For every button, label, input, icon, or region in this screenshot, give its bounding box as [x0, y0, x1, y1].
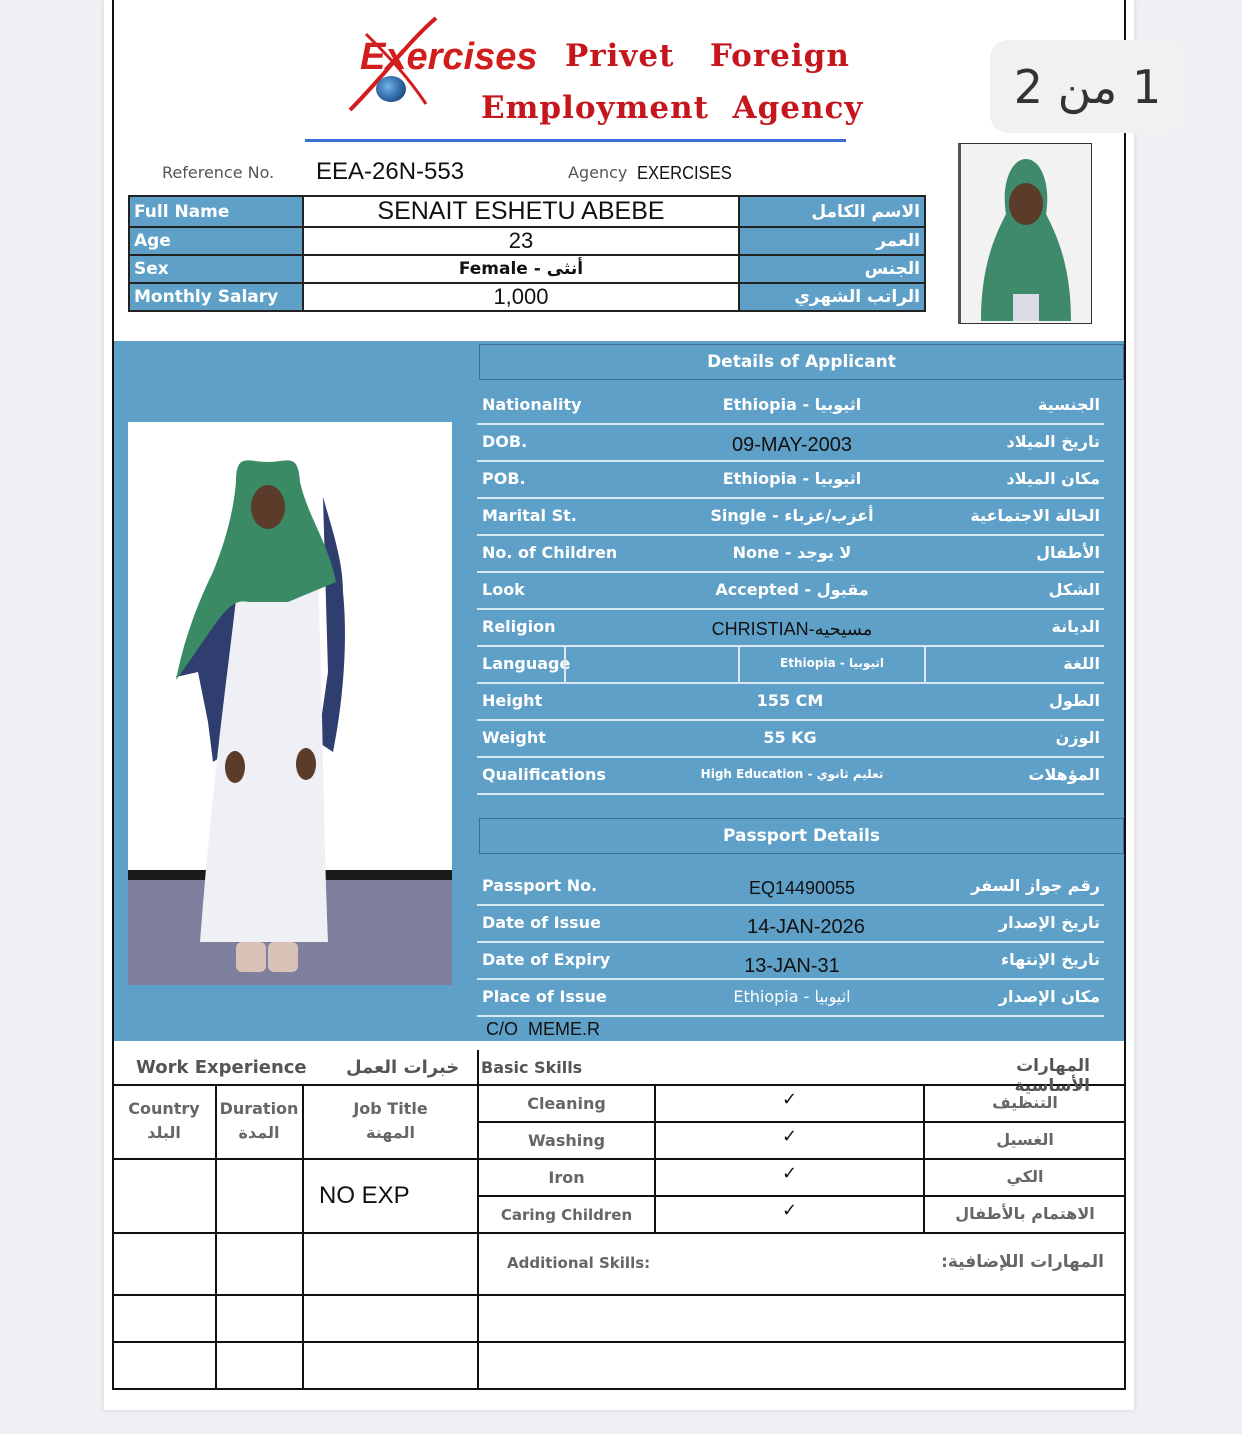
checkmark-icon: ✓: [782, 1163, 798, 1184]
language-label: Language: [482, 654, 571, 673]
table-row: [129, 283, 925, 311]
children-label-ar: الأطفال: [1036, 543, 1100, 562]
skill-caring-children-label-ar: الاهتمام بالأطفال: [955, 1204, 1095, 1223]
age-value: 23: [303, 227, 738, 255]
pob-label-ar: مكان الميلاد: [1006, 469, 1100, 488]
pob-label: POB.: [482, 469, 526, 488]
duration-header: [216, 1097, 302, 1145]
logo-line1: Privet Foreign: [565, 38, 850, 74]
detail-row-marital: [477, 497, 1104, 536]
children-value: None - لا يوجد: [732, 543, 852, 562]
applicant-details-header: Details of Applicant: [479, 344, 1124, 380]
marital-label-ar: الحالة الاجتماعية: [970, 506, 1100, 525]
passport-details-header: Passport Details: [479, 818, 1124, 854]
look-label-ar: الشكل: [1048, 580, 1100, 599]
full-name-label-ar: الاسم الكامل: [739, 196, 925, 227]
nationality-label: Nationality: [482, 395, 582, 414]
grid-line: [112, 1341, 1126, 1343]
marital-value: Single - أعزب/عزباء: [710, 506, 874, 525]
dob-label-ar: تاريخ الميلاد: [1006, 432, 1100, 451]
sex-value: Female - أنثى: [303, 255, 738, 283]
issue-date-value: 14-JAN-2026: [747, 916, 865, 938]
headshot-photo: [958, 143, 1092, 324]
reference-label: Reference No.: [162, 163, 275, 182]
weight-value: 55 KG: [763, 728, 817, 747]
grid-line: [112, 1158, 478, 1160]
passport-row-issue-date: [477, 904, 1104, 943]
logo-exercises-text: Exercises: [360, 36, 538, 78]
work-experience-title: Work Experience: [136, 1057, 307, 1078]
detail-row-pob: [477, 460, 1104, 499]
place-value: Ethiopia - اثيوبيا: [733, 987, 851, 1006]
skill-iron-label: Iron: [548, 1168, 585, 1187]
detail-row-children: [477, 534, 1104, 573]
language-value: Ethiopia - اثيوبيا: [780, 656, 884, 670]
duration-header-en: Duration: [219, 1099, 299, 1118]
detail-row-dob: [477, 423, 1104, 462]
detail-row-height: [477, 682, 1104, 721]
height-value: 155 CM: [756, 691, 824, 710]
additional-skills-label-ar: المهارات اللإضافية:: [941, 1252, 1104, 1272]
expiry-date-value: 13-JAN-31: [744, 955, 840, 977]
work-experience-entry: NO EXP: [319, 1182, 410, 1209]
checkmark-icon: ✓: [782, 1089, 798, 1110]
marital-label: Marital St.: [482, 506, 577, 525]
country-header: [114, 1097, 214, 1145]
person-portrait-icon: [961, 144, 1091, 321]
qualifications-label-ar: المؤهلات: [1028, 765, 1100, 784]
checkmark-icon: ✓: [782, 1200, 798, 1221]
skill-caring-children-label: Caring Children: [500, 1206, 633, 1224]
language-cell-divider: [924, 645, 926, 682]
age-label: Age: [129, 227, 303, 255]
religion-value: CHRISTIAN-مسيحيه: [711, 619, 873, 639]
detail-row-language: [477, 645, 1104, 684]
sex-label: Sex: [129, 255, 303, 283]
pob-value: Ethiopia - اثيوبيا: [722, 469, 862, 488]
checkmark-icon: ✓: [782, 1126, 798, 1147]
nationality-value: Ethiopia - اثيوبيا: [722, 395, 862, 414]
skill-washing-label: Washing: [527, 1131, 606, 1150]
detail-row-religion: [477, 608, 1104, 647]
basic-skills-title: Basic Skills: [481, 1058, 583, 1077]
agency-value: EXERCISES: [637, 163, 732, 183]
grid-line: [477, 1158, 1126, 1160]
job-title-header: [304, 1097, 477, 1145]
expiry-date-label: Date of Expiry: [482, 950, 611, 969]
person-full-body-icon: [128, 422, 452, 985]
look-label: Look: [482, 580, 525, 599]
agency-label: Agency: [568, 163, 628, 182]
country-header-ar: البلد: [147, 1123, 181, 1142]
passport-row-expiry-date: [477, 941, 1104, 980]
qualifications-label: Qualifications: [482, 765, 606, 784]
skill-cleaning-label-ar: التنظيف: [992, 1093, 1058, 1112]
table-row: [129, 255, 925, 283]
job-title-header-en: Job Title: [353, 1099, 428, 1118]
weight-label-ar: الوزن: [1055, 728, 1100, 747]
skill-washing-label-ar: الغسيل: [996, 1130, 1054, 1149]
table-row: [129, 227, 925, 255]
weight-label: Weight: [482, 728, 546, 747]
passport-row-place: [477, 978, 1104, 1017]
job-title-header-ar: المهنة: [365, 1123, 415, 1142]
sex-label-ar: الجنس: [739, 255, 925, 283]
height-label-ar: الطول: [1049, 691, 1100, 710]
detail-row-nationality: [477, 386, 1104, 425]
grid-line: [112, 1232, 1126, 1234]
reference-value: EEA-26N-553: [316, 158, 465, 185]
duration-header-ar: المدة: [238, 1123, 280, 1142]
passport-no-value: EQ14490055: [748, 878, 856, 898]
full-name-label: Full Name: [129, 196, 303, 227]
grid-line: [477, 1121, 1126, 1123]
language-label-ar: اللغة: [1063, 654, 1100, 673]
table-row: [129, 196, 925, 227]
work-experience-title-ar: خبرات العمل: [346, 1057, 460, 1078]
children-label: No. of Children: [482, 543, 618, 562]
salary-label: Monthly Salary: [129, 283, 303, 311]
detail-row-look: [477, 571, 1104, 610]
place-label: Place of Issue: [482, 987, 607, 1006]
grid-line: [112, 1294, 1126, 1296]
religion-label-ar: الديانة: [1051, 617, 1100, 636]
globe-icon: [376, 76, 406, 102]
page-indicator: 1 من 2: [990, 40, 1185, 133]
care-of-text: C/O MEME.R: [486, 1019, 601, 1039]
qualifications-value: High Education - تعليم ثانوي: [700, 767, 884, 781]
skill-iron-label-ar: الكي: [1006, 1167, 1044, 1186]
basic-info-table: [128, 195, 926, 312]
grid-line: [477, 1195, 1126, 1197]
dob-label: DOB.: [482, 432, 528, 451]
logo-underline: [305, 139, 846, 142]
expiry-date-label-ar: تاريخ الإنتهاء: [1000, 950, 1100, 969]
detail-row-weight: [477, 719, 1104, 758]
place-label-ar: مكان الإصدار: [998, 987, 1100, 1006]
issue-date-label: Date of Issue: [482, 913, 601, 932]
height-label: Height: [482, 691, 543, 710]
full-name-value: SENAIT ESHETU ABEBE: [303, 196, 738, 227]
country-header-en: Country: [128, 1099, 200, 1118]
salary-value: 1,000: [303, 283, 738, 311]
look-value: Accepted - مقبول: [715, 580, 869, 599]
nationality-label-ar: الجنسية: [1037, 395, 1100, 414]
detail-row-qualifications: [477, 756, 1104, 795]
salary-label-ar: الراتب الشهري: [739, 283, 925, 311]
age-label-ar: العمر: [739, 227, 925, 255]
religion-label: Religion: [482, 617, 556, 636]
logo-line2: Employment Agency: [481, 90, 864, 126]
skill-cleaning-label: Cleaning: [527, 1094, 606, 1113]
passport-no-label: Passport No.: [482, 876, 598, 895]
language-cell-divider: [564, 645, 566, 682]
dob-value: 09-MAY-2003: [731, 434, 853, 456]
additional-skills-label: Additional Skills:: [507, 1254, 651, 1272]
basic-skills-title-ar: المهارات الأساسية: [1014, 1056, 1090, 1096]
issue-date-label-ar: تاريخ الإصدار: [998, 913, 1100, 932]
passport-no-label-ar: رقم جواز السفر: [971, 876, 1100, 895]
passport-row-number: [477, 867, 1104, 906]
